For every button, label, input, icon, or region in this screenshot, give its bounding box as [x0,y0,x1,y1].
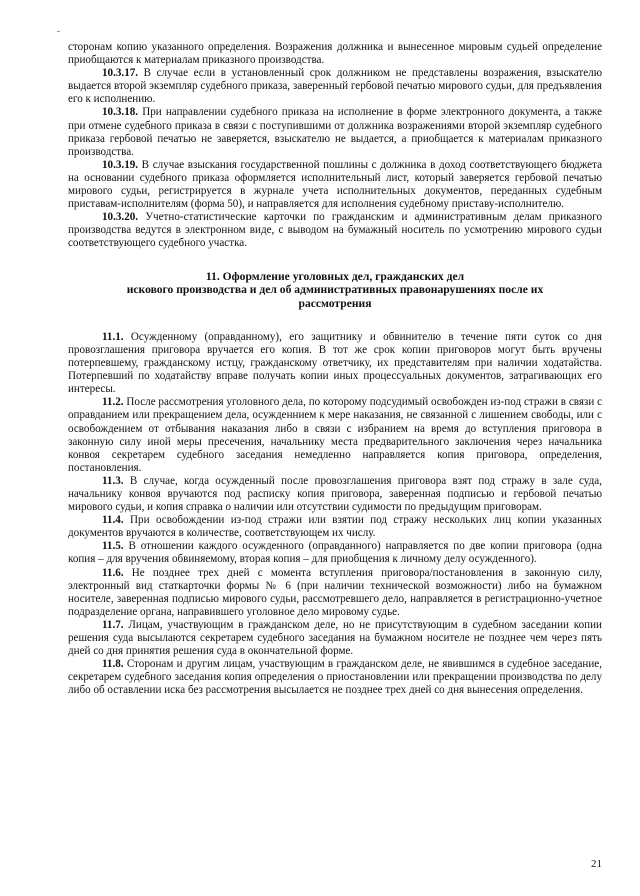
paragraph [68,211,602,250]
paragraph [68,619,602,658]
paragraph-text: В случае если в установленный срок должником не представлены возражения, взыскателю выдается второй экземпляр судебного приказа, заверенный гербовой печатью мирового судьи, для предъявления его к исполнению. [68,67,602,106]
paragraph-text: После рассмотрения уголовного дела, по которому подсудимый освобожден из-под стражи в связи с оправданием или прекращением дела, осужденнием к мере наказания, не связанной с лишением свободы, или с освобождением от отбывания наказания либо в связи с избранием на время до вступления приговора в законную силу иной меры пресечения, начальнику места предварительного заключения через начальника конвоя секретарем судебного заседания немедленно направляется копия приговора, определения, постановления. [68,396,602,474]
paragraph-text: Осужденному (оправданному), его защитнику и обвинителю в течение пяти суток со дня провозглашения приговора вручается его копия. В тот же срок копии приговоров могут быть вручены потерпевшему, гражданскому истцу, гражданскому ответчику, их представителям при наличии ходатайства. Потерпевший по ходатайству вправе получать копии иных процессуальных документов, затрагивающих его интересы. [68,330,602,396]
paragraph-number: 11.2. [102,396,124,409]
section-heading-line: 11. Оформление уголовных дел, гражданских дел [205,269,465,283]
paragraph-text: В отношении каждого осужденного (оправданного) направляется по две копии приговора (одна копия – для вручения обвиняемому, вторая копия – для приобщения к личному делу осужденного). [68,540,602,566]
paragraph [68,106,602,158]
paragraph-text: сторонам копию указанного определения. Возражения должника и вынесенное мировым судьей определение приобщаются к материалам приказного производства. [68,41,602,67]
scan-mark [57,31,60,32]
paragraph [68,331,602,396]
paragraph-number: 11.4. [102,514,124,527]
paragraph [68,658,602,697]
paragraph-number: 10.3.20. [102,211,139,224]
section-heading-line: искового производства и дел об административных правонарушениях после их [126,283,544,297]
paragraph-number: 10.3.17. [102,67,139,80]
paragraph [68,567,602,619]
paragraph [68,159,602,211]
page-number: 21 [591,858,602,870]
section-heading-line: рассмотрения [298,297,372,311]
paragraph-number: 11.3. [102,474,124,487]
paragraph [68,475,602,514]
section-heading [68,270,602,311]
paragraph-text: При направлении судебного приказа на исполнение в форме электронного документа, а также при отмене судебного приказа в связи с поступившими от должника возражениями второй экземпляр судебного приказа гербовой печатью не заверяется, взыскателю не выдается, а приобщается к материалам приказного производства. [68,106,602,158]
paragraph-text: Сторонам и другим лицам, участвующим в гражданском деле, не явившимся в судебное заседание, секретарем судебного заседания копия определения о приостановлении или прекращении производства по делу либо об оставлении иска без рассмотрения высылается не позднее трех дней со дня вынесения определения. [68,658,602,697]
paragraph-number: 11.8. [102,658,124,671]
paragraph-number: 11.1. [102,330,124,343]
paragraph-text: Лицам, участвующим в гражданском деле, но не присутствующим в судебном заседании копии решения суда высылаются секретарем судебного заседания на бумажном носителе не позднее чем через пять дней со дня принятия решения суда в окончательной форме. [68,618,602,658]
paragraph-number: 10.3.19. [102,158,139,171]
paragraph-number: 10.3.18. [102,106,139,119]
paragraph-text: В случае, когда осужденный после провозглашения приговора взят под стражу в зале суда, начальнику конвоя вручаются под расписку копия приговора, заверенная подписью и гербовой печатью мирового судьи, и копия справка о наличии или отсутствии судимости по предыдущим приговорам. [68,474,602,514]
paragraph-text: В случае взыскания государственной пошлины с должника в доход соответствующего бюджета на основании судебного приказа оформляется исполнительный лист, который заверяется гербовой печатью мирового судьи, регистрируется в журнале учета исполнительных документов, переданных судебным приставам-исполнителям (форма 50), и направляется для исполнения судебному приставу-исполнителю. [68,158,602,211]
paragraph-number: 11.6. [102,566,124,579]
paragraph-text: При освобождении из-под стражи или взятии под стражу нескольких лиц копии указанных документов вручаются в количестве, соответствующем их числу. [68,514,602,540]
paragraph [68,67,602,106]
paragraph-text: Учетно-статистические карточки по гражданским и административным делам приказного производства ведутся в электронном виде, с выводом на бумажный носитель по усмотрению мирового судьи соответствующего судебного участка. [68,211,602,250]
page-content [68,41,602,698]
paragraph-number: 11.7. [102,618,124,631]
paragraph-number: 11.5. [102,540,124,553]
paragraph [68,396,602,475]
paragraph [68,514,602,540]
paragraph [68,41,602,67]
paragraph-text: Не позднее трех дней с момента вступления приговора/постановления в законную силу, электронный вид статкарточки формы № 6 (при наличии технической возможности) либо на бумажном носителе, заверенная подписью мирового судьи, рассмотревшего дело, направляется в регистрационно-учетное подразделение органа, направившего уголовное дело мировому судье. [68,566,602,618]
paragraph [68,540,602,566]
